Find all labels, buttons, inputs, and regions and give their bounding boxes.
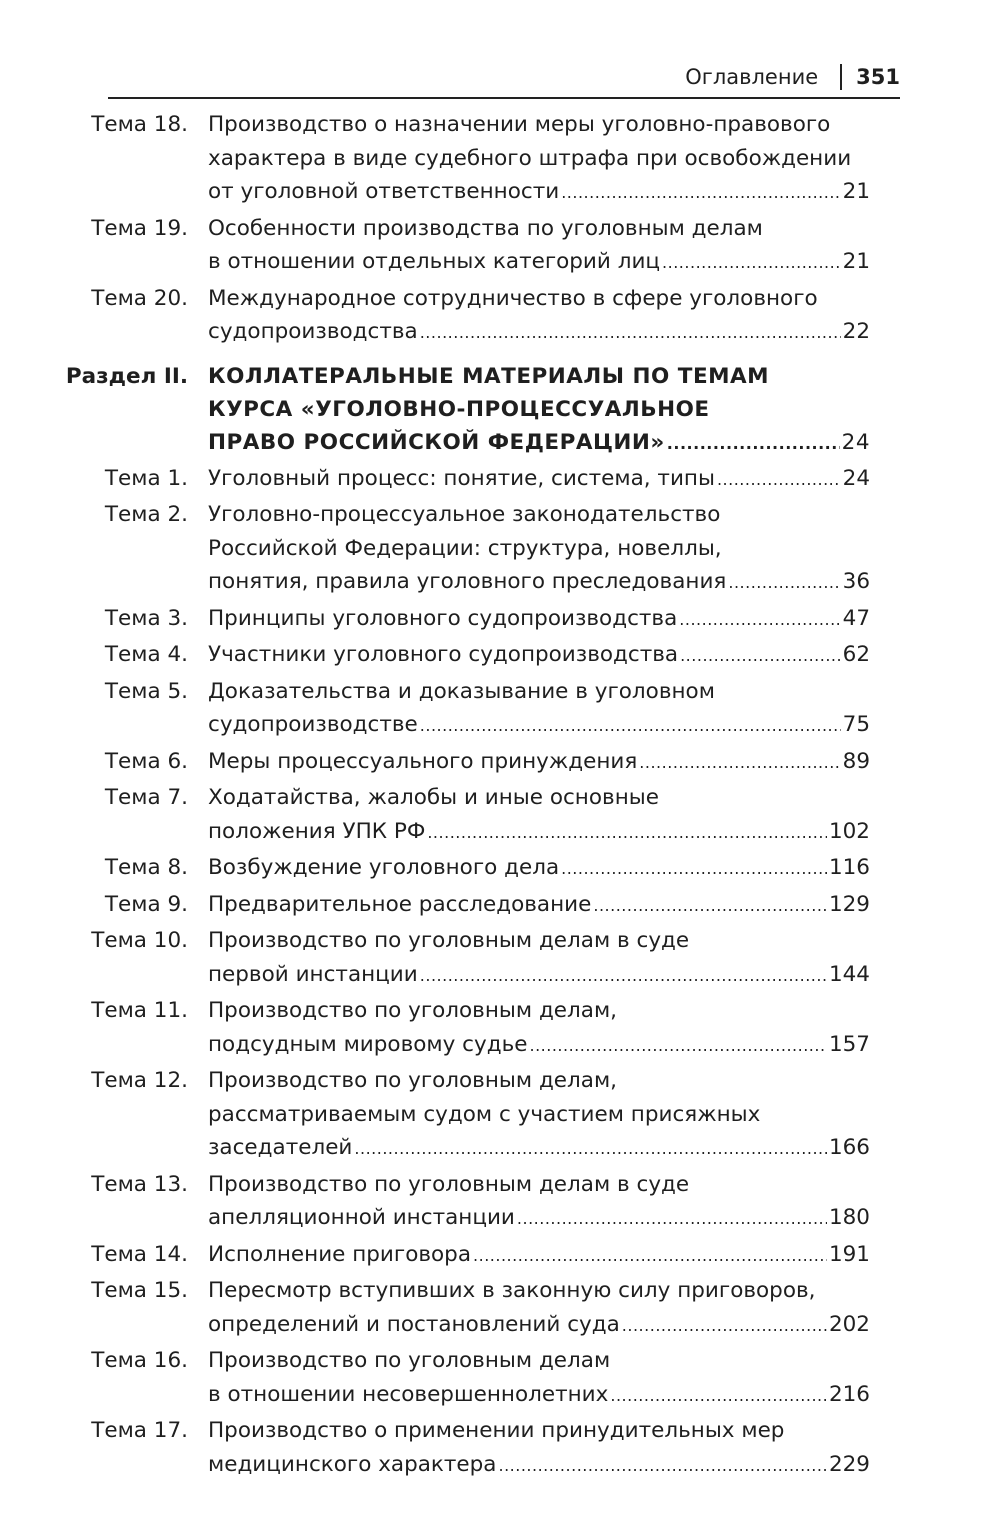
toc-title-line [208,175,870,210]
toc-entry-title [208,462,870,497]
toc-topic-entry [0,1238,1000,1273]
dot-leader [420,708,841,743]
toc-title-text: подсудным мировому судье [208,1031,528,1057]
toc-topic-entry [0,1414,1000,1482]
toc-page-number: 202 [828,1311,870,1337]
toc-title-line: рассматриваемым судом с участием присяжных [208,1101,761,1127]
header-title: Оглавление [685,65,819,89]
toc-page-number: 144 [828,961,870,987]
toc-title-line: характера в виде судебного штрафа при освобождении [208,145,852,171]
toc-title-line [208,1448,870,1483]
toc-title-line [208,315,870,350]
toc-title-line: КОЛЛАТЕРАЛЬНЫЕ МАТЕРИАЛЫ ПО ТЕМАМ [208,363,770,389]
toc-title-text: в отношении отдельных категорий лиц [208,249,661,274]
dot-leader [717,462,841,497]
toc-entry-title [208,360,870,460]
toc-title-line [208,1131,870,1166]
toc-title-line: Доказательства и доказывание в уголовном [208,678,715,704]
dot-leader [517,1201,827,1236]
toc-entry-title [208,1168,870,1236]
toc-title-line: Российской Федерации: структура, новеллы, [208,535,722,561]
toc-title-line [208,1378,870,1413]
toc-title-line [208,638,870,673]
toc-page-number: 180 [828,1205,870,1230]
toc-entry-label: Тема 7. [104,785,188,810]
toc-title-line [208,1308,870,1343]
toc-entry-title [208,212,870,280]
toc-entry-title [208,1274,870,1342]
toc-title-text: Принципы уголовного судопроизводства [208,605,678,631]
toc-topic-entry [0,638,1000,673]
toc-topic-entry [0,994,1000,1062]
toc-page-number: 22 [842,319,870,344]
toc-entry-label: Тема 18. [91,112,188,137]
toc-entry-label: Тема 16. [91,1348,188,1373]
toc-entry-label: Тема 8. [104,855,188,880]
dot-leader [473,1238,827,1273]
toc-topic-entry [0,1344,1000,1412]
toc-title-text: понятия, правила уголовного преследования [208,569,727,594]
toc-entry-title [208,282,870,350]
toc-page-number: 229 [828,1451,870,1477]
toc-page-number: 36 [842,569,870,594]
dot-leader [420,958,827,993]
toc-title-text: Исполнение приговора [208,1241,472,1267]
toc-entry-label: Тема 6. [104,748,188,774]
toc-title-text: от уголовной ответственности [208,179,560,204]
toc-title-text: в отношении несовершеннолетних [208,1381,609,1407]
toc-entry-label: Тема 20. [91,285,188,311]
toc-page-number: 102 [828,818,870,844]
toc-page-number: 116 [828,855,870,880]
toc-topic-entry [0,675,1000,743]
toc-topic-entry [0,1064,1000,1166]
toc-topic-entry [0,924,1000,992]
toc-title-line [208,815,870,850]
dot-leader [667,426,840,460]
toc-page-number: 89 [842,748,870,774]
toc-topic-entry [0,1274,1000,1342]
toc-entry-title [208,924,870,992]
toc-topic-entry [0,282,1000,350]
toc-entry-label: Тема 14. [91,1241,188,1267]
toc-page-number: 129 [828,891,870,917]
toc-entry-label: Тема 15. [91,1278,188,1303]
toc-entry-title [208,1064,870,1166]
dot-leader [498,1448,826,1483]
toc-title-line [208,708,870,743]
toc-title-line [208,602,870,637]
toc-page-number: 191 [828,1241,870,1267]
dot-leader [593,888,827,923]
toc-title-line [208,426,870,460]
toc-title-line [208,888,870,923]
toc-title-text: первой инстанции [208,961,418,987]
toc-entry-label: Тема 19. [91,215,188,241]
dot-leader [662,245,841,280]
toc-topic-entry [0,888,1000,923]
toc-entry-title [208,675,870,743]
toc-entry-label: Тема 1. [104,465,188,491]
toc-title-line: Производство по уголовным делам, [208,998,618,1023]
toc-topic-entry [0,108,1000,210]
toc-title-line: Пересмотр вступивших в законную силу приговоров, [208,1278,816,1303]
toc-title-text: определений и постановлений суда [208,1311,620,1337]
toc-entry-title [208,638,870,673]
toc-topic-entry [0,851,1000,886]
toc-title-text: ПРАВО РОССИЙСКОЙ ФЕДЕРАЦИИ» [208,429,665,455]
toc-title-text: медицинского характера [208,1451,497,1477]
toc-title-line [208,958,870,993]
toc-title-line [208,245,870,280]
toc-title-text: Меры процессуального принуждения [208,748,638,774]
toc-topic-entry [0,212,1000,280]
toc-entry-label: Тема 17. [91,1418,188,1443]
toc-entry-label: Тема 4. [104,642,188,667]
toc-topic-entry [0,1168,1000,1236]
dot-leader [679,602,840,637]
toc-title-line [208,1238,870,1273]
toc-entry-label: Тема 11. [91,998,188,1023]
dot-leader [561,851,827,886]
toc-title-text: судопроизводства [208,319,418,344]
toc-page-number: 24 [842,465,870,491]
toc-title-line: Уголовно-процессуальное законодательство [208,502,721,527]
toc-entry-title [208,888,870,923]
toc-title-line [208,1028,870,1063]
dot-leader [427,815,827,850]
toc-entry-title [208,994,870,1062]
toc-entry-title [208,602,870,637]
toc-title-line: Производство по уголовным делам в суде [208,1171,690,1197]
toc-title-text: судопроизводстве [208,712,418,737]
toc-entry-label: Тема 12. [91,1068,188,1093]
header-separator [840,64,842,90]
toc-title-text: Предварительное расследование [208,891,592,917]
toc-page-number: 157 [828,1031,870,1057]
toc-entry-title [208,498,870,600]
toc-topic-entry [0,602,1000,637]
toc-entry-title [208,851,870,886]
page-number: 351 [856,65,900,89]
toc-title-text: Возбуждение уголовного дела [208,855,560,880]
toc-title-text: апелляционной инстанции [208,1205,515,1230]
toc-title-text: Уголовный процесс: понятие, система, типы [208,465,715,491]
toc-entry-title [208,745,870,780]
toc-title-line [208,1201,870,1236]
dot-leader [610,1378,827,1413]
dot-leader [561,175,840,210]
dot-leader [354,1131,827,1166]
dot-leader [622,1308,827,1343]
running-header [108,60,900,94]
toc-title-line: Международное сотрудничество в сфере уголовного [208,285,818,311]
toc-page-number: 216 [828,1381,870,1407]
toc-entry-label: Тема 2. [104,502,188,527]
toc-page-number: 75 [842,712,870,737]
toc-title-text: Участники уголовного судопроизводства [208,642,679,667]
toc-title-line: Ходатайства, жалобы и иные основные [208,785,659,810]
toc-topic-entry [0,781,1000,849]
toc-title-line [208,565,870,600]
toc-title-line: КУРСА «УГОЛОВНО-ПРОЦЕССУАЛЬНОЕ [208,396,710,422]
toc-title-text: положения УПК РФ [208,818,426,844]
toc-title-line: Производство по уголовным делам в суде [208,928,690,953]
toc-entry-title [208,1414,870,1482]
toc-entry-label: Тема 13. [91,1171,188,1197]
toc-entry-label: Тема 9. [104,891,188,917]
header-rule [108,97,900,99]
toc-entry-label: Раздел II. [65,363,188,389]
toc-page-number: 24 [841,429,870,455]
toc-entry-title [208,108,870,210]
dot-leader [680,638,841,673]
toc-topic-entry [0,462,1000,497]
toc-entry-label: Тема 10. [91,928,188,953]
toc-page-number: 166 [828,1135,870,1160]
toc-title-line: Производство о применении принудительных мер [208,1418,785,1443]
toc-title-line: Производство по уголовным делам [208,1348,611,1373]
toc-page-number: 47 [842,605,870,631]
toc-entry-label: Тема 5. [104,678,188,704]
toc-topic-entry [0,745,1000,780]
dot-leader [529,1028,826,1063]
toc-page-number: 62 [842,642,870,667]
toc-title-line: Особенности производства по уголовным делам [208,215,763,241]
toc-entry-title [208,1238,870,1273]
toc-page-number: 21 [842,179,870,204]
table-of-contents [0,108,1000,1484]
toc-page-number: 21 [842,249,870,274]
toc-topic-entry [0,498,1000,600]
toc-title-line: Производство о назначении меры уголовно-правового [208,112,831,137]
dot-leader [420,315,841,350]
toc-title-line: Производство по уголовным делам, [208,1068,618,1093]
toc-title-line [208,745,870,780]
toc-title-line [208,462,870,497]
toc-title-line [208,851,870,886]
toc-section-entry [0,360,1000,460]
toc-entry-label: Тема 3. [104,605,188,631]
toc-title-text: заседателей [208,1135,353,1160]
toc-entry-title [208,781,870,849]
toc-entry-title [208,1344,870,1412]
dot-leader [639,745,840,780]
dot-leader [728,565,840,600]
